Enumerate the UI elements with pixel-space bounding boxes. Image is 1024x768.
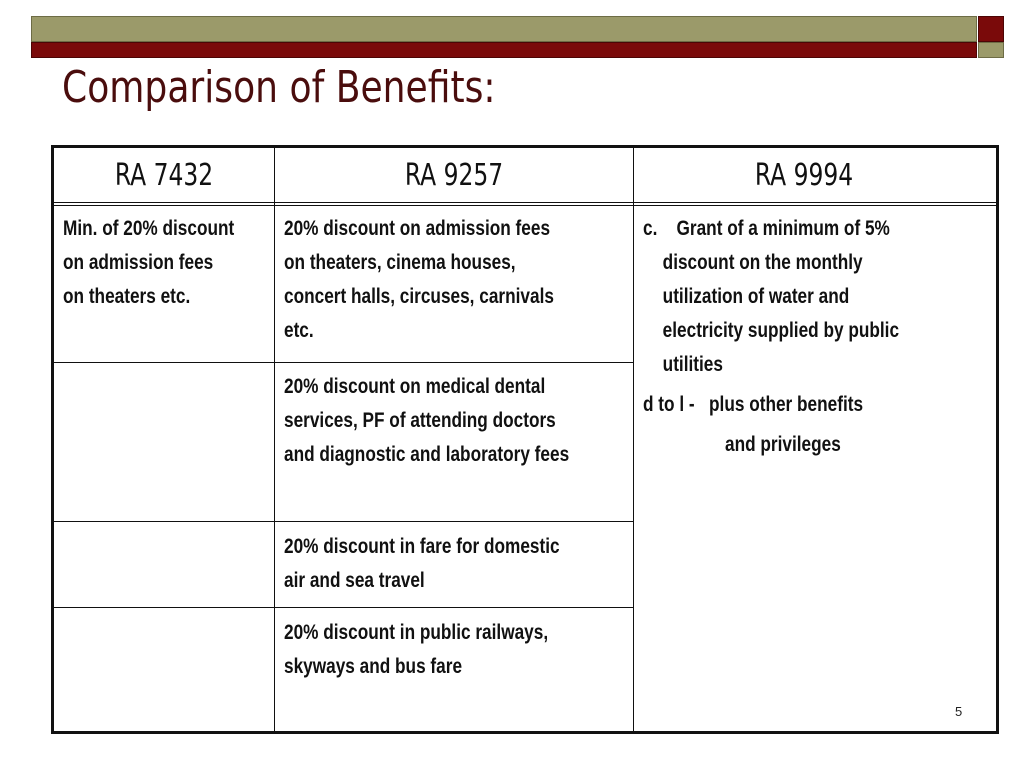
ra9257-public-transport-discount-cell: 20% discount in public railways, skyways and bus fare [284, 621, 549, 678]
ra9994-benefits-cell [643, 212, 899, 462]
page-number: 5 [955, 704, 963, 719]
banner-corner-maroon-square [978, 16, 1004, 42]
row-divider-2 [54, 521, 634, 522]
header-divider-line [54, 202, 999, 203]
column-divider-1 [274, 148, 275, 734]
banner-corner-olive-square [978, 42, 1004, 58]
row-divider-1 [54, 362, 634, 363]
header-divider-line-double [54, 205, 999, 206]
item-d-line-2: and privileges [725, 433, 841, 456]
top-banner-maroon-bar [31, 42, 977, 58]
item-c-line-5: utilities [662, 353, 723, 376]
ra9257-admission-discount-cell: 20% discount on admission fees on theaters, cinema houses, concert halls, circuses, carnivals etc. [284, 217, 554, 342]
ra9257-medical-discount-cell: 20% discount on medical dental services, PF of attending doctors and diagnostic and laboratory fees [284, 375, 570, 466]
item-d-line-1: d to l - plus other benefits [643, 393, 864, 416]
ra7432-admission-discount-cell: Min. of 20% discount on admission fees on theaters etc. [63, 217, 235, 308]
benefits-comparison-table [51, 145, 999, 734]
item-c-line-1: c. Grant of a minimum of 5% [643, 217, 890, 240]
top-banner-olive-bar [31, 16, 977, 42]
slide-title: Comparison of Benefits: [62, 62, 496, 113]
row-divider-3 [54, 607, 634, 608]
ra9257-domestic-travel-discount-cell: 20% discount in fare for domestic air and sea travel [284, 535, 560, 592]
header-ra-9257: RA 9257 [404, 157, 504, 193]
header-ra-7432: RA 7432 [114, 157, 214, 193]
item-c-line-3: utilization of water and [662, 285, 850, 308]
column-divider-2 [633, 148, 634, 734]
item-c-line-2: discount on the monthly [662, 251, 863, 274]
header-ra-9994: RA 9994 [754, 157, 854, 193]
item-c-line-4: electricity supplied by public [662, 319, 900, 342]
